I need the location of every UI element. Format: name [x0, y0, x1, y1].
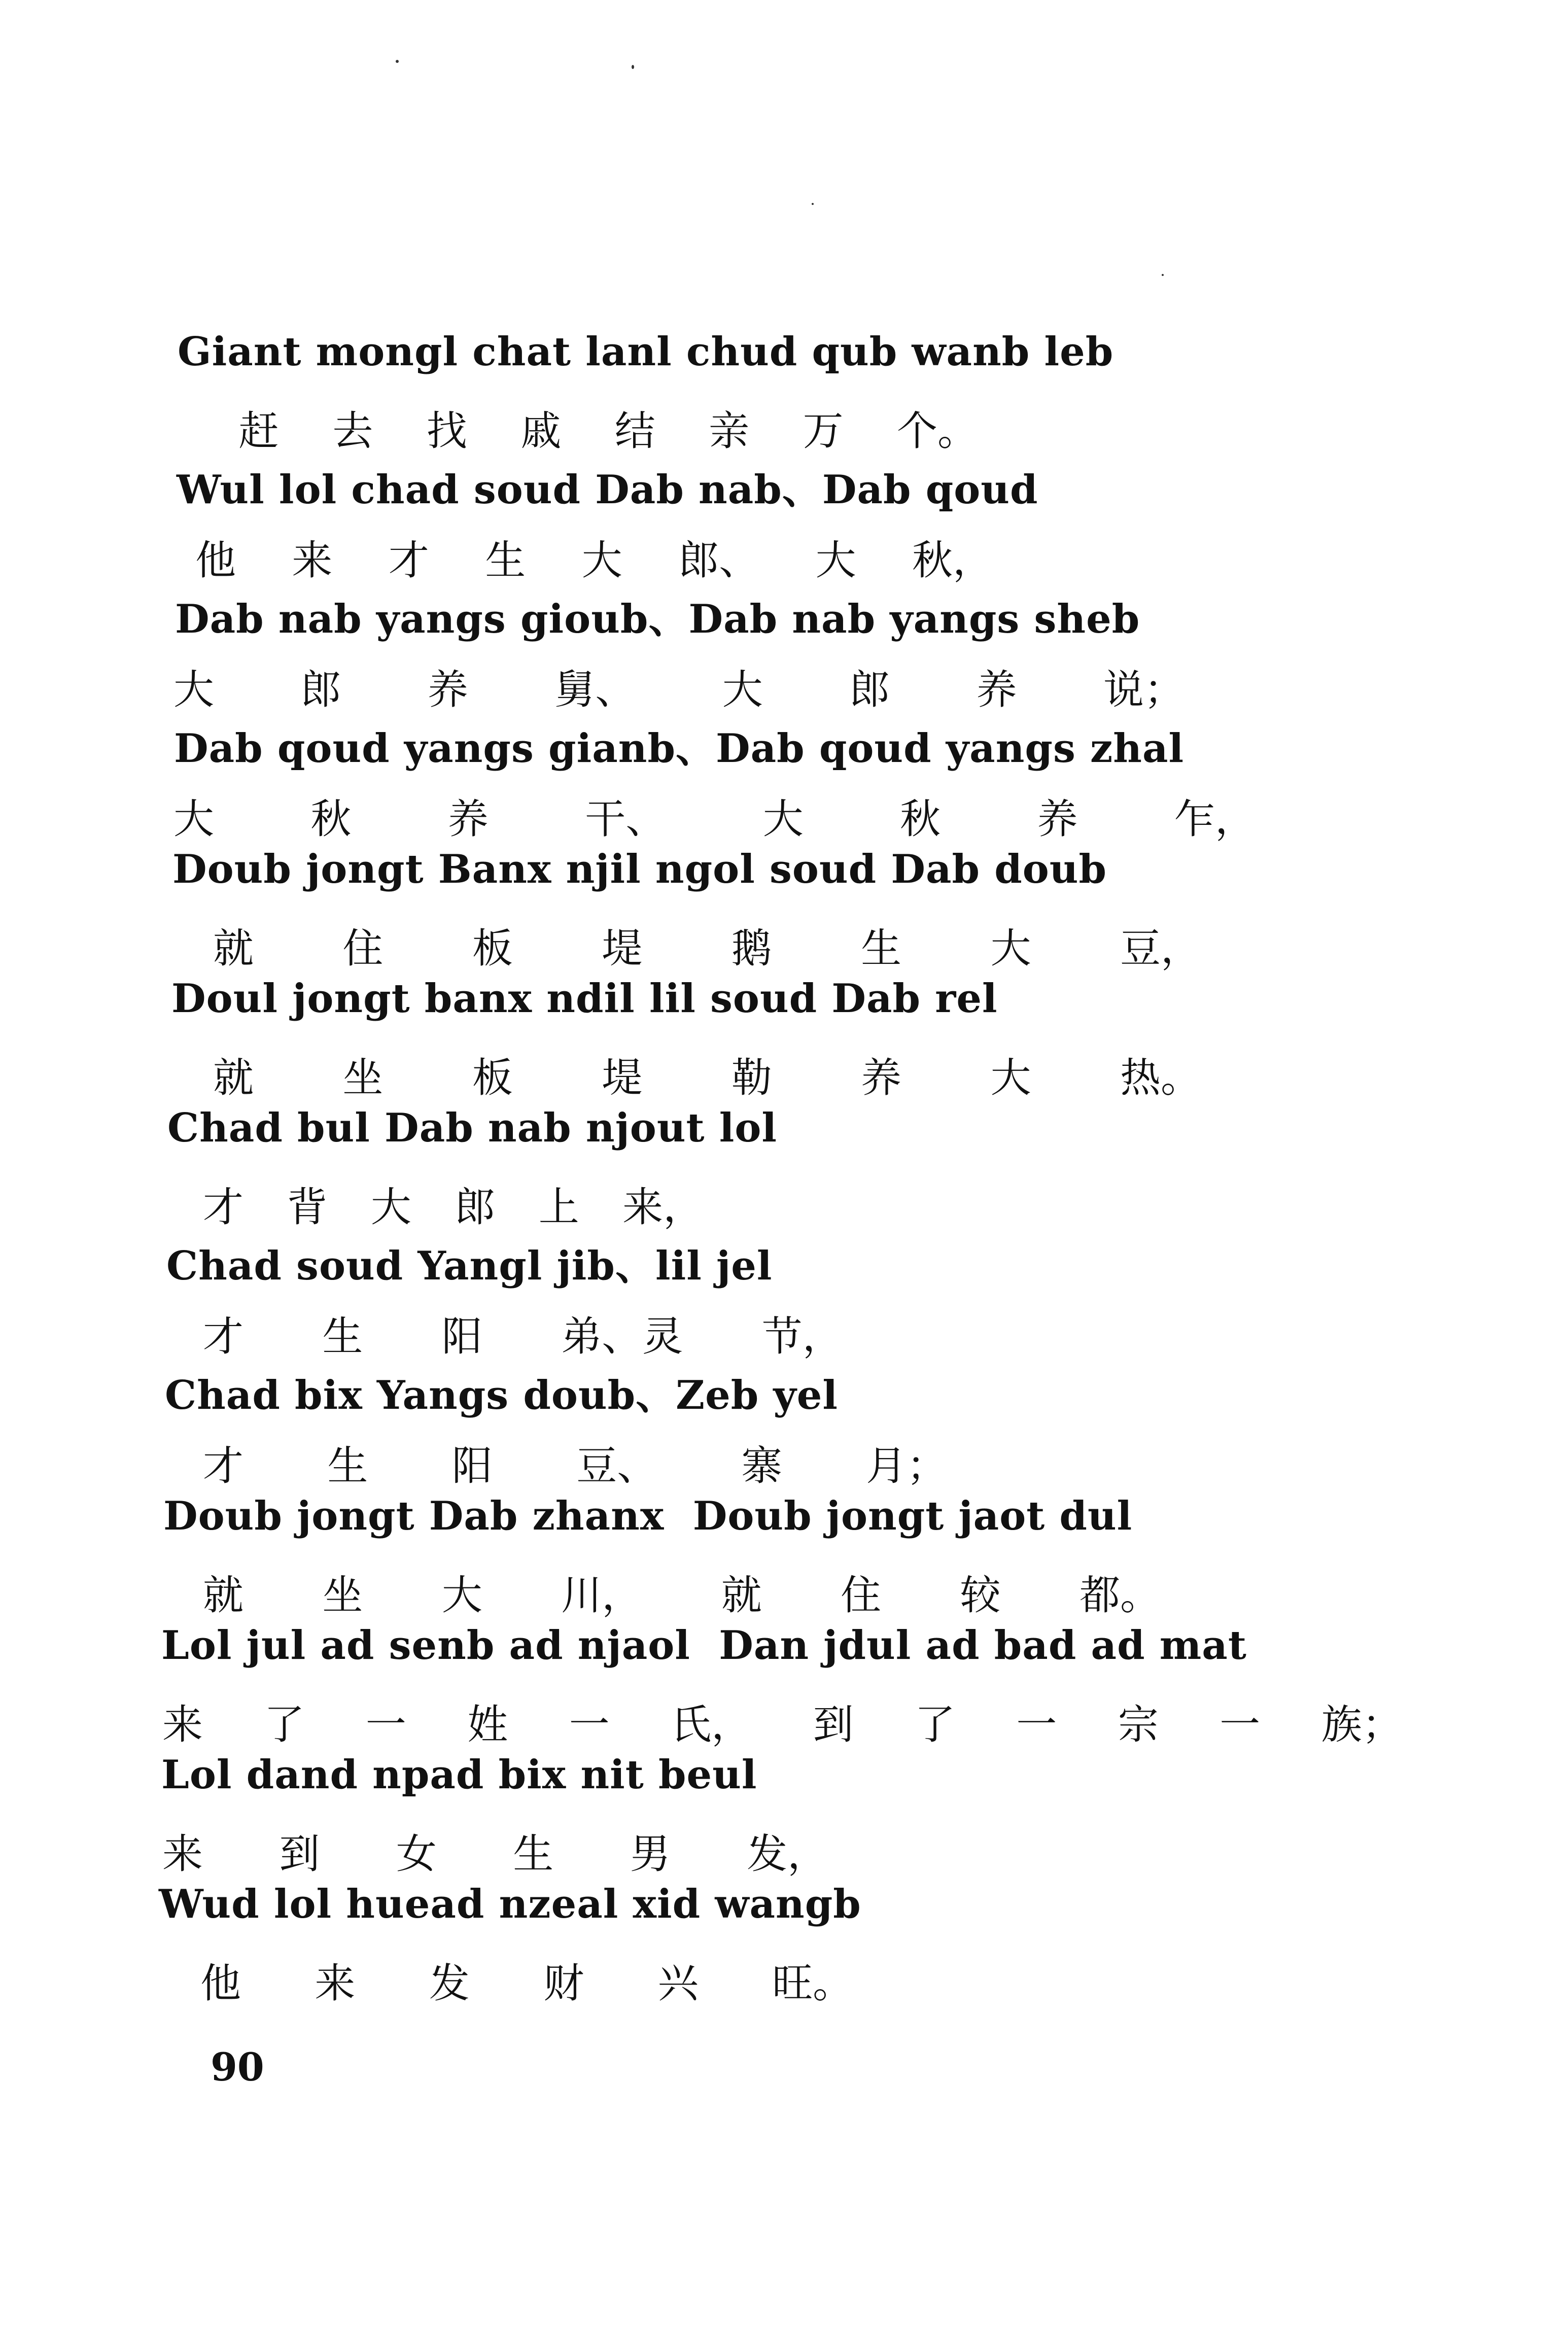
- scan-speck: [632, 65, 634, 69]
- page-number: 90: [211, 2044, 264, 2090]
- romanized-line-4: Dab qoud yangs gianb、Dab qoud yangs zhal: [174, 725, 1184, 772]
- chinese-line-7: 才 背 大 郎 上 来，: [203, 1184, 704, 1231]
- romanized-line-7: Chad bul Dab nab njout lol: [167, 1105, 778, 1151]
- chinese-line-6: 就 坐 板 堤 勒 养 大 热。: [213, 1054, 1202, 1101]
- romanized-line-12: Lol dand npad bix nit beul: [161, 1752, 757, 1798]
- chinese-line-3: 大 郎 养 舅、 大 郎 养 说；: [173, 666, 1185, 713]
- romanized-line-6: Doul jongt banx ndil lil soud Dab rel: [171, 976, 998, 1022]
- romanized-line-13: Wud lol huead nzeal xid wangb: [159, 1881, 861, 1927]
- chinese-line-10: 就 坐 大 川， 就 住 较 都。: [203, 1572, 1161, 1619]
- chinese-line-13: 他 来 发 财 兴 旺。: [200, 1960, 854, 2007]
- chinese-line-12: 来 到 女 生 男 发，: [162, 1830, 828, 1878]
- romanized-line-2: Wul lol chad soud Dab nab、Dab qoud: [177, 467, 1038, 513]
- romanized-line-11: Lol jul ad senb ad njaol Dan jdul ad bad ad mat: [161, 1622, 1247, 1669]
- scan-speck: [812, 203, 814, 205]
- scan-speck: [396, 60, 399, 63]
- scan-speck: [1162, 274, 1164, 276]
- chinese-line-8: 才 生 阳 弟、灵 节，: [203, 1313, 843, 1360]
- romanized-line-8: Chad soud Yangl jib、lil jel: [166, 1243, 773, 1289]
- romanized-line-3: Dab nab yangs gioub、Dab nab yangs sheb: [175, 596, 1140, 642]
- chinese-line-9: 才 生 阳 豆、 寨 月；: [203, 1442, 948, 1489]
- romanized-line-1: Giant mongl chat lanl chud qub wanb leb: [178, 329, 1114, 375]
- chinese-line-4: 大 秋 养 干、 大 秋 养 乍，: [173, 795, 1256, 843]
- romanized-line-5: Doub jongt Banx njil ngol soud Dab doub: [172, 846, 1107, 892]
- chinese-line-2: 他 来 才 生 大 郎、 大 秋，: [195, 537, 994, 584]
- chinese-line-5: 就 住 板 堤 鹅 生 大 豆，: [213, 925, 1202, 972]
- chinese-line-1: 赶 去 找 戚 结 亲 万 个。: [238, 407, 979, 455]
- romanized-line-9: Chad bix Yangs doub、Zeb yel: [165, 1372, 838, 1418]
- romanized-line-10: Doub jongt Dab zhanx Doub jongt jaot dul: [163, 1493, 1133, 1539]
- chinese-line-11: 来 了 一 姓 一 氏， 到 了 一 宗 一 族；: [162, 1701, 1403, 1748]
